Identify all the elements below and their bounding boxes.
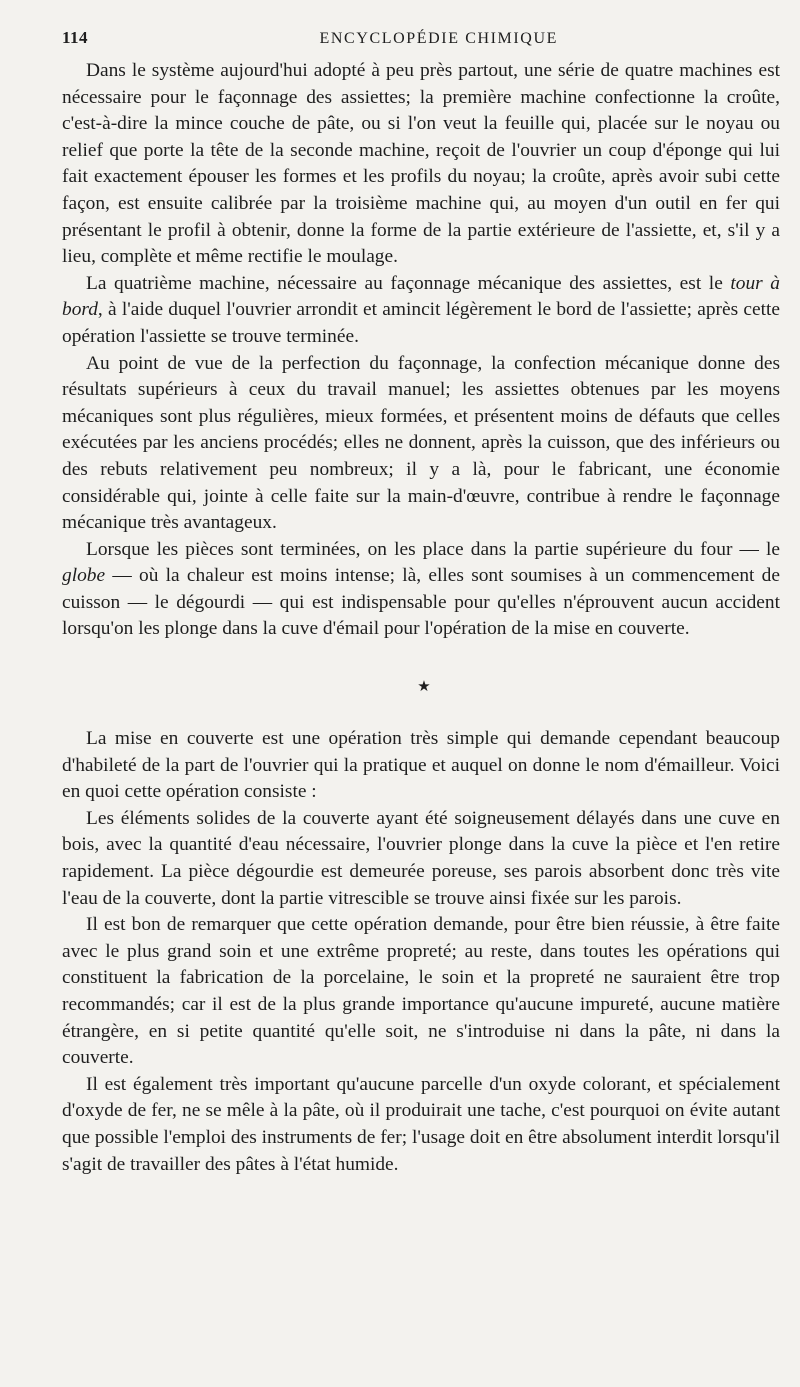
italic-term: globe [62, 565, 106, 587]
body-text-before [62, 58, 780, 643]
section-break-star: ★ [417, 679, 431, 696]
text-run: La quatrième machine, nécessaire au façonnage mécanique des assiettes, est le [86, 272, 731, 294]
page-number: 114 [62, 28, 89, 47]
paragraph [62, 806, 780, 912]
body-text-after [62, 726, 780, 1178]
text-run: — où la chaleur est moins intense; là, elles sont soumises à un commencement de cuisson — le dégourdi — qui est indispensable pour qu'elles n'éprouvent aucun accident lorsqu'on les plonge dans la cuve d'émail pour l'opération de la mise en couverte. [62, 565, 780, 640]
text-run: La mise en couverte est une opération très simple qui demande cependant beaucoup d'habileté de la part de l'ouvrier qui la pratique et auquel on donne le nom d'émailleur. Voici en quoi cette opération consiste : [62, 728, 780, 803]
italic-term: tour à bord [62, 272, 780, 321]
paragraph [62, 912, 780, 1072]
running-title: ENCYCLOPÉDIE CHIMIQUE [319, 30, 558, 47]
paragraph [62, 726, 780, 806]
text-run: Lorsque les pièces sont terminées, on les place dans la partie supérieure du four — le [86, 538, 780, 560]
page-header [62, 28, 558, 48]
paragraph [62, 1072, 780, 1178]
text-run: Il est également très important qu'aucune parcelle d'un oxyde colorant, et spécialement d'oxyde de fer, ne se mêle à la pâte, où il produirait une tache, c'est pourquoi on évite autant que possible l'emploi des instruments de fer; l'usage doit en être absolument interdit lorsqu'il s'agit de travailler des pâtes à l'état humide. [62, 1073, 780, 1175]
text-run: Les éléments solides de la couverte ayant été soigneusement délayés dans une cuve en bois, avec la quantité d'eau nécessaire, l'ouvrier plonge dans la cuve la pièce et l'en retire rapidement. La pièce dégourdie est demeurée poreuse, ses parois absorbent donc très vite l'eau de la couverte, dont la partie vitrescible se trouve ainsi fixée sur les parois. [62, 807, 780, 909]
text-run: Dans le système aujourd'hui adopté à peu près partout, une série de quatre machines est nécessaire pour le façonnage des assiettes; la première machine confectionne la croûte, c'est-à-dire la mince couche de pâte, ou si l'on veut la feuille qui, placée sur le noyau ou relief que porte la tête de la seconde machine, reçoit de l'ouvrier un coup d'éponge qui lui fait exactement épouser les formes et les profils du noyau; la croûte, après avoir subi cette façon, est ensuite calibrée par la troisième machine qui, au moyen d'un outil en fer qui présentant le profil à obtenir, donne la forme de la partie extérieure de l'assiette, et, s'il y a lieu, complète et même rectifie le moulage. [62, 60, 780, 268]
paragraph [62, 271, 780, 351]
text-run: Il est bon de remarquer que cette opération demande, pour être bien réussie, à être faite avec le plus grand soin et une extrême propreté; au reste, dans toutes les opérations qui constituent la fabrication de la porcelaine, le soin et la propreté ne sauraient être trop recommandés; car il est de la plus grande importance qu'aucune impureté, aucune matière étrangère, en si petite quantité qu'elle soit, ne s'introduise ni dans la pâte, ni dans la couverte. [62, 914, 780, 1069]
text-run: , à l'aide duquel l'ouvrier arrondit et amincit légèrement le bord de l'assiette; après cette opération l'assiette se trouve terminée. [62, 299, 780, 347]
paragraph [62, 537, 780, 643]
paragraph [62, 58, 780, 271]
text-run: Au point de vue de la perfection du façonnage, la confection mécanique donne des résultats supérieurs à ceux du travail manuel; les assiettes obtenues par les moyens mécaniques sont plus régulières, mieux formées, et présentent moins de défauts que celles exécutées par les anciens procédés; elles ne donnent, après la cuisson, que des inférieurs ou des rebuts relativement peu nombreux; il y a là, pour le fabricant, une économie considérable qui, jointe à celle faite sur la main-d'œuvre, contribue à rendre le façonnage mécanique très avantageux. [62, 352, 780, 534]
paragraph [62, 351, 780, 537]
